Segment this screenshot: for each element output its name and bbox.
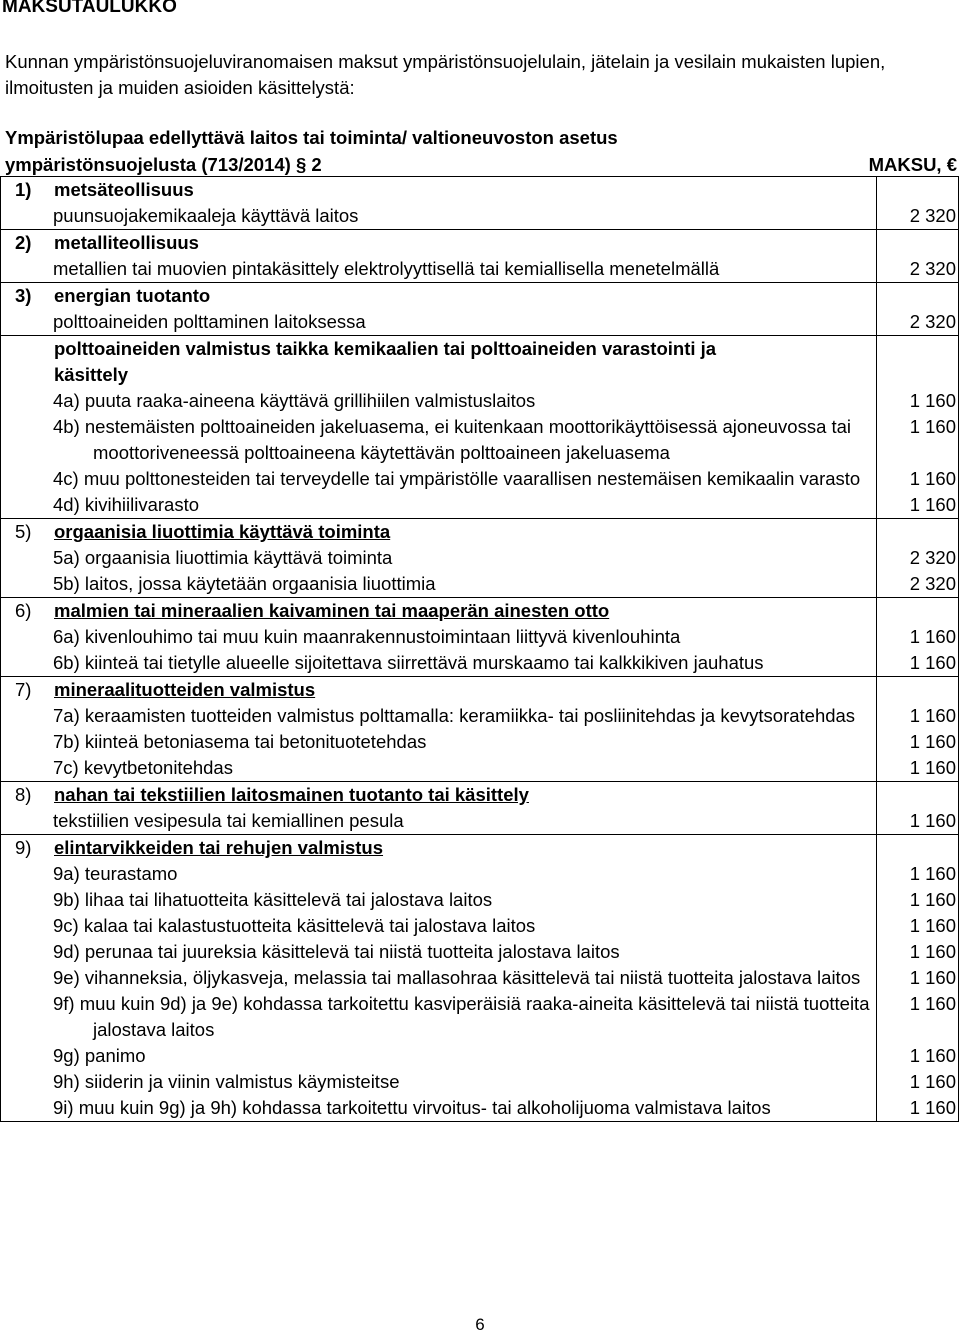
page-number: 6 (475, 1315, 485, 1334)
category-label: nahan tai tekstiilien laitosmainen tuotanto tai käsittely (54, 784, 529, 805)
item-text: muu polttonesteiden tai terveydelle tai ympäristölle vaarallisen nestemäisen kemikaalin varasto (83, 468, 861, 489)
fee-item (1, 729, 876, 755)
fee-item (1, 309, 876, 335)
category-number: 9) (15, 837, 32, 858)
item-code: 7b) (53, 731, 80, 752)
category-cell (1, 230, 877, 283)
fee-column-header: MAKSU, € (868, 154, 957, 175)
item-text: laitos, jossa käytetään orgaanisia liuottimia (84, 573, 436, 594)
item-text: vihanneksia, öljykasveja, melassia tai mallasohraa käsittelevä tai niistä tuotteita jalostava laitos (84, 967, 861, 988)
item-fee: 2 320 (909, 205, 956, 226)
fee-item (1, 808, 876, 834)
fee-spacer (877, 519, 958, 545)
item-text: kiinteä tai tietylle alueelle sijoitettava siirrettävä murskaamo tai kalkkikiven jauhatus (84, 652, 764, 673)
fee-cell (877, 177, 959, 230)
item-code: 4a) (53, 390, 80, 411)
item-code: 5b) (53, 573, 80, 594)
fee-item (1, 388, 876, 414)
item-text: kevytbetonitehdas (83, 757, 233, 778)
item-fee: 2 320 (909, 547, 956, 568)
item-text: teurastamo (84, 863, 178, 884)
item-text: muu kuin 9g) ja 9h) kohdassa tarkoitettu virvoitus- tai alkoholijuoma valmistava laitos (78, 1097, 771, 1118)
item-text: kivenlouhimo tai muu kuin maanrakennustoimintaan liittyvä kivenlouhinta (84, 626, 681, 647)
category-cell (1, 835, 877, 1122)
category-row (1, 598, 959, 677)
table-header-line1: Ympäristölupaa edellyttävä laitos tai toiminta/ valtioneuvoston asetus (5, 127, 618, 148)
fee-cell (877, 336, 959, 519)
fee-item (1, 1043, 876, 1069)
category-number: 5) (15, 521, 32, 542)
item-fee: 1 160 (909, 1045, 956, 1066)
item-fee: 1 160 (909, 915, 956, 936)
category-number: 6) (15, 600, 32, 621)
fee-spacer (877, 835, 958, 861)
item-fee: 1 160 (909, 941, 956, 962)
category-cell (1, 519, 877, 598)
item-fee: 1 160 (909, 863, 956, 884)
fee-item (1, 703, 876, 729)
item-code: 7a) (53, 705, 80, 726)
item-fee: 1 160 (909, 652, 956, 673)
fee-item (1, 939, 876, 965)
item-text: tekstiilien vesipesula tai kemiallinen pesula (53, 810, 404, 831)
item-code: 9g) (53, 1045, 80, 1066)
fee-spacer (877, 598, 958, 624)
fee-cell (877, 677, 959, 782)
category-row (1, 835, 959, 1122)
fee-item (1, 861, 876, 887)
fee-cell (877, 519, 959, 598)
category-number: 1) (15, 179, 32, 200)
fee-table (0, 176, 959, 1122)
item-text: puuta raaka-aineena käyttävä grillihiilen valmistuslaitos (84, 390, 536, 411)
fee-item (1, 913, 876, 939)
table-header-line2: ympäristönsuojelusta (713/2014) § 2 (5, 154, 322, 175)
category-heading (1, 598, 876, 624)
item-text: lihaa tai lihatuotteita käsittelevä tai jalostava laitos (84, 889, 493, 910)
fee-item (1, 492, 876, 518)
category-label: mineraalituotteiden valmistus (54, 679, 316, 700)
item-text: kiinteä betoniasema tai betonituotetehdas (84, 731, 427, 752)
category-cell (1, 336, 877, 519)
fee-item (1, 991, 876, 1043)
fee-item (1, 203, 876, 229)
fee-item (1, 545, 876, 571)
page-title: MAKSUTAULUKKO (2, 0, 177, 17)
fee-item (1, 887, 876, 913)
item-text: muu kuin 9d) ja 9e) kohdassa tarkoitettu kasviperäisiä raaka-aineita käsittelevä tai niistä tuotteita jalostava laitos (79, 993, 870, 1040)
item-fee: 1 160 (909, 731, 956, 752)
fee-item (1, 1095, 876, 1121)
item-fee: 1 160 (909, 810, 956, 831)
item-code: 9d) (53, 941, 80, 962)
fee-cell (877, 835, 959, 1122)
fee-spacer (877, 782, 958, 808)
item-text: perunaa tai juureksia käsittelevä tai niistä tuotteita jalostava laitos (84, 941, 620, 962)
category-cell (1, 177, 877, 230)
item-code: 4b) (53, 416, 80, 437)
category-heading (1, 177, 876, 203)
item-code: 9b) (53, 889, 80, 910)
fee-spacer (877, 230, 958, 256)
item-fee: 2 320 (909, 258, 956, 279)
category-heading (1, 230, 876, 256)
item-text: orgaanisia liuottimia käyttävä toiminta (84, 547, 393, 568)
item-code: 6a) (53, 626, 80, 647)
category-number: 3) (15, 285, 32, 306)
item-code: 6b) (53, 652, 80, 673)
category-label: malmien tai mineraalien kaivaminen tai maaperän ainesten otto (54, 600, 610, 621)
item-fee: 1 160 (909, 416, 956, 437)
item-fee: 1 160 (909, 757, 956, 778)
item-fee: 1 160 (909, 705, 956, 726)
category-row (1, 283, 959, 336)
fee-item (1, 624, 876, 650)
item-fee: 1 160 (909, 967, 956, 988)
category-row (1, 519, 959, 598)
category-row (1, 177, 959, 230)
item-text: siiderin ja viinin valmistus käymisteitse (84, 1071, 400, 1092)
item-text: metallien tai muovien pintakäsittely elektrolyyttisellä tai kemiallisella menetelmällä (53, 258, 720, 279)
item-code: 9a) (53, 863, 80, 884)
category-number: 7) (15, 679, 32, 700)
item-code: 4d) (53, 494, 80, 515)
item-code: 5a) (53, 547, 80, 568)
category-row (1, 230, 959, 283)
item-fee: 1 160 (909, 993, 956, 1014)
fee-spacer (877, 283, 958, 309)
fee-item (1, 650, 876, 676)
fee-item (1, 571, 876, 597)
category-heading (1, 519, 876, 545)
fee-table-body (1, 177, 959, 1122)
category-heading (1, 782, 876, 808)
fee-cell (877, 598, 959, 677)
fee-item (1, 414, 876, 466)
category-heading (1, 336, 876, 388)
item-fee: 1 160 (909, 468, 956, 489)
item-text: kivihiilivarasto (84, 494, 200, 515)
item-code: 9e) (53, 967, 80, 988)
fee-cell (877, 782, 959, 835)
item-fee: 1 160 (909, 626, 956, 647)
fee-item (1, 1069, 876, 1095)
fee-item (1, 466, 876, 492)
category-label: metalliteollisuus (54, 232, 199, 253)
item-code: 9c) (53, 915, 79, 936)
item-code: 4c) (53, 468, 79, 489)
item-fee: 1 160 (909, 889, 956, 910)
category-number: 2) (15, 232, 32, 253)
category-row (1, 336, 959, 519)
fee-cell (877, 230, 959, 283)
item-text: puunsuojakemikaaleja käyttävä laitos (53, 205, 359, 226)
item-text: nestemäisten polttoaineiden jakeluasema, ei kuitenkaan moottorikäyttöisessä ajoneuvossa tai moottoriveneessä polttoaineena käytettävän polttoaineen jakeluasema (84, 416, 852, 463)
item-text: panimo (84, 1045, 146, 1066)
category-row (1, 782, 959, 835)
fee-spacer (877, 336, 958, 388)
category-cell (1, 782, 877, 835)
category-label: polttoaineiden valmistus taikka kemikaalien tai polttoaineiden varastointi ja käsittely (54, 338, 717, 385)
item-text: polttoaineiden polttaminen laitoksessa (53, 311, 366, 332)
item-code: 9i) (53, 1097, 74, 1118)
category-number (15, 336, 54, 362)
fee-spacer (877, 677, 958, 703)
category-heading (1, 283, 876, 309)
category-cell (1, 598, 877, 677)
intro-paragraph: Kunnan ympäristönsuojeluviranomaisen maksut ympäristönsuojelulain, jätelain ja vesilain mukaisten lupien, ilmoitusten ja muiden asioiden käsittelystä: (5, 51, 886, 98)
category-number: 8) (15, 784, 32, 805)
category-label: elintarvikkeiden tai rehujen valmistus (54, 837, 384, 858)
category-label: energian tuotanto (54, 285, 211, 306)
category-cell (1, 677, 877, 782)
item-text: keraamisten tuotteiden valmistus polttamalla: keramiikka- tai posliinitehdas ja kevytsoratehdas (84, 705, 856, 726)
item-text: kalaa tai kalastustuotteita käsittelevä tai jalostava laitos (83, 915, 536, 936)
item-code: 9h) (53, 1071, 80, 1092)
fee-item (1, 755, 876, 781)
fee-item (1, 965, 876, 991)
item-fee: 2 320 (909, 573, 956, 594)
item-fee: 1 160 (909, 390, 956, 411)
fee-item (1, 256, 876, 282)
category-label: metsäteollisuus (54, 179, 194, 200)
item-fee: 1 160 (909, 1071, 956, 1092)
category-label: orgaanisia liuottimia käyttävä toiminta (54, 521, 391, 542)
item-code: 7c) (53, 757, 79, 778)
item-code: 9f) (53, 993, 75, 1014)
category-row (1, 677, 959, 782)
item-fee: 1 160 (909, 494, 956, 515)
item-fee: 2 320 (909, 311, 956, 332)
category-cell (1, 283, 877, 336)
category-heading (1, 835, 876, 861)
fee-spacer (877, 177, 958, 203)
category-heading (1, 677, 876, 703)
item-fee: 1 160 (909, 1097, 956, 1118)
fee-cell (877, 283, 959, 336)
